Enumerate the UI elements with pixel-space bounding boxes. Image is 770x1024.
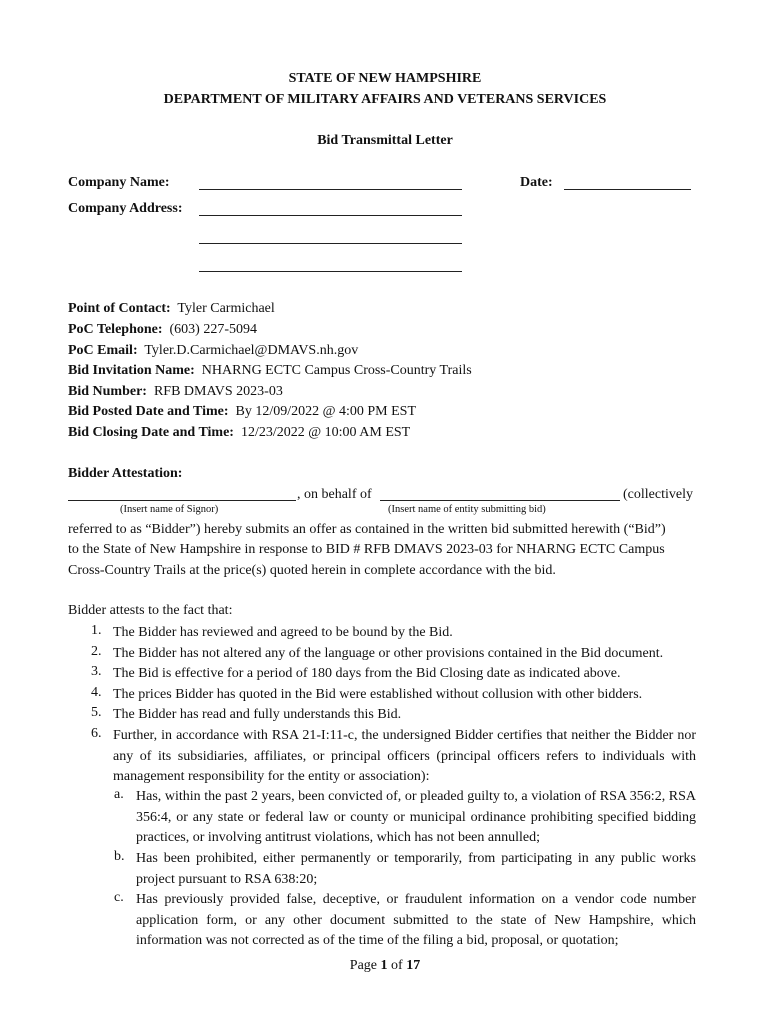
list-item: Further, in accordance with RSA 21-I:11-c, the undersigned Bidder certifies that neither the Bidder nor any of its subsidiaries, affiliates, or principal officers (principal officers refers to individuals with management responsibility for the entity or association):: [113, 728, 696, 784]
company-address-line-2[interactable]: [199, 243, 462, 244]
info-row: PoC Email: Tyler.D.Carmichael@DMAVS.nh.gov: [68, 343, 359, 358]
signor-hint: (Insert name of Signor): [120, 504, 219, 515]
header-state: STATE OF NEW HAMPSHIRE: [288, 71, 482, 86]
list-number: 2.: [91, 644, 102, 659]
attestation-heading: Bidder Attestation:: [68, 466, 183, 481]
list-number: 3.: [91, 664, 102, 679]
list-item: The Bidder has reviewed and agreed to be bound by the Bid.: [113, 625, 453, 640]
signor-name-field[interactable]: [68, 500, 296, 501]
on-behalf-text: , on behalf of: [297, 487, 372, 502]
attestation-paragraph-line: to the State of New Hampshire in response to BID # RFB DMAVS 2023-03 for NHARNG ECTC Campus: [68, 542, 665, 557]
info-row: Point of Contact: Tyler Carmichael: [68, 301, 275, 316]
list-number: 1.: [91, 623, 102, 638]
company-address-line-3[interactable]: [199, 271, 462, 272]
company-address-label: Company Address:: [68, 201, 183, 216]
attestation-paragraph-line: referred to as “Bidder”) hereby submits an offer as contained in the written bid submitted herewith (“Bid”): [68, 522, 666, 537]
sublist-letter: a.: [114, 787, 124, 802]
attests-intro: Bidder attests to the fact that:: [68, 603, 233, 618]
collectively-text: (collectively: [623, 487, 693, 502]
list-number: 5.: [91, 705, 102, 720]
entity-hint: (Insert name of entity submitting bid): [388, 504, 546, 515]
document-title: Bid Transmittal Letter: [317, 133, 453, 148]
info-row: Bid Number: RFB DMAVS 2023-03: [68, 384, 283, 399]
sublist-item: Has been prohibited, either permanently or temporarily, from participating in any public works project pursuant to RSA 638:20;: [136, 851, 696, 887]
entity-name-field[interactable]: [380, 500, 620, 501]
list-item: The prices Bidder has quoted in the Bid were established without collusion with other bidders.: [113, 687, 643, 702]
company-address-line-1[interactable]: [199, 215, 462, 216]
attestation-paragraph-line: Cross-Country Trails at the price(s) quoted herein in complete accordance with the bid.: [68, 563, 556, 578]
list-item: The Bidder has read and fully understands this Bid.: [113, 707, 402, 722]
list-number: 6.: [91, 726, 102, 741]
list-item: The Bidder has not altered any of the language or other provisions contained in the Bid document.: [113, 646, 664, 661]
sublist-letter: c.: [114, 890, 124, 905]
sublist-letter: b.: [114, 849, 125, 864]
company-name-field[interactable]: [199, 189, 462, 190]
date-label: Date:: [520, 175, 553, 190]
header-department: DEPARTMENT OF MILITARY AFFAIRS AND VETERANS SERVICES: [163, 92, 607, 107]
company-name-label: Company Name:: [68, 175, 170, 190]
page-footer: Page 1 of 17: [349, 958, 421, 973]
sublist-item: Has previously provided false, deceptive, or fraudulent information on a vendor code number application form, or any other document submitted to the state of New Hampshire, which information was not corrected as of the time of the filing a bid, proposal, or quotation;: [136, 892, 696, 948]
sublist-item: Has, within the past 2 years, been convicted of, or pleaded guilty to, a violation of RSA 356:2, RSA 356:4, or any state or federal law or county or municipal ordinance prohibiting specified bidding practices, or involving antitrust violations, which has not been annulled;: [136, 789, 696, 845]
info-row: PoC Telephone: (603) 227-5094: [68, 322, 258, 337]
date-field[interactable]: [564, 189, 691, 190]
info-row: Bid Posted Date and Time: By 12/09/2022 @ 4:00 PM EST: [68, 404, 417, 419]
list-number: 4.: [91, 685, 102, 700]
list-item: The Bid is effective for a period of 180 days from the Bid Closing date as indicated above.: [113, 666, 621, 681]
info-row: Bid Closing Date and Time: 12/23/2022 @ 10:00 AM EST: [68, 425, 411, 440]
info-row: Bid Invitation Name: NHARNG ECTC Campus Cross-Country Trails: [68, 363, 472, 378]
